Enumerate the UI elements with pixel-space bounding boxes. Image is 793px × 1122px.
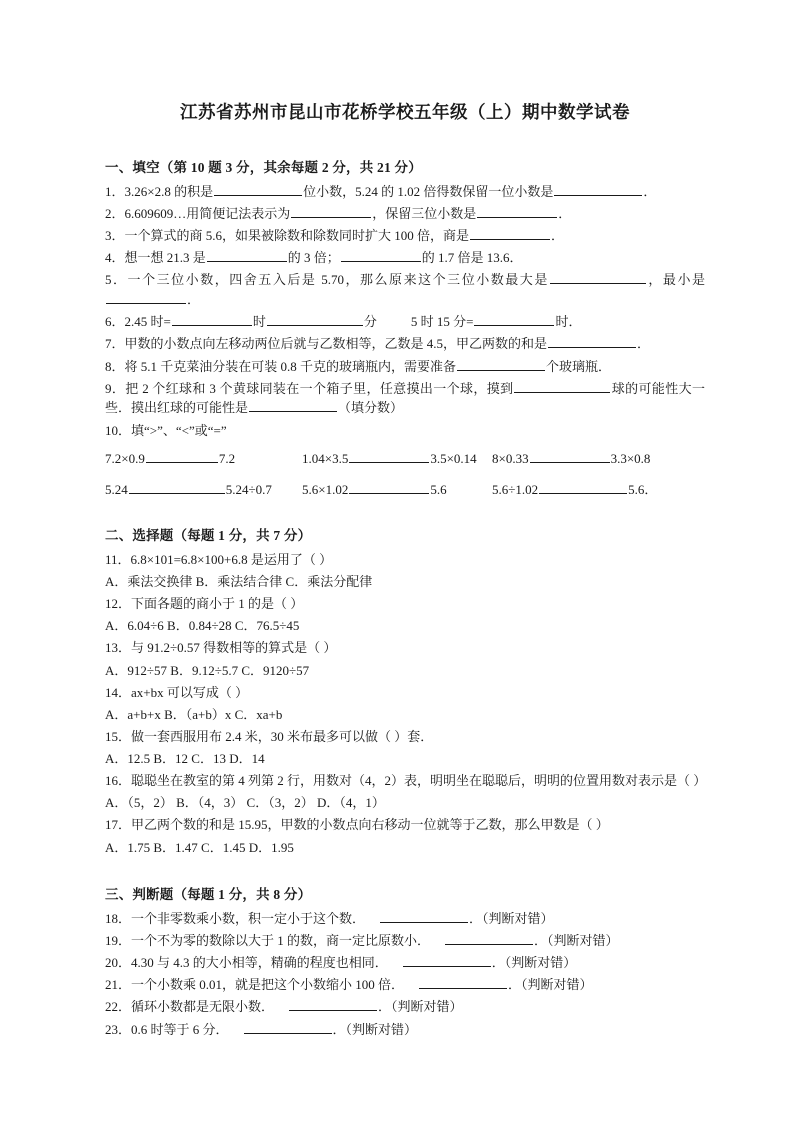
- question-4: [105, 247, 705, 269]
- question-21-suffix: ．（判断对错）: [508, 977, 593, 993]
- question-9-text-b: 球的可能性大一些．摸出红球的可能性是: [105, 380, 705, 416]
- question-6-text-c: 分: [363, 314, 377, 330]
- question-16-stem: 16．聪聪坐在教室的第 4 列第 2 行，用数对（4，2）表，明明坐在聪聪后，明明的位置用数对表示是（ ）: [105, 773, 707, 789]
- question-1-text-b: 位小数，5.24 的 1.02 倍得数保留一位小数是: [303, 183, 554, 199]
- question-22-blank[interactable]: [289, 998, 377, 1011]
- question-20: [105, 952, 705, 974]
- question-4-blank-2[interactable]: [341, 249, 421, 262]
- comparison-r1c2-left: 1.04×3.5: [302, 450, 349, 466]
- question-23-text: 23．0.6 时等于 6 分．: [105, 1021, 229, 1037]
- question-8-blank-1[interactable]: [457, 357, 545, 370]
- question-4-text-c: 的 1.7 倍是 13.6．: [421, 250, 523, 266]
- comparison-r2c2-blank[interactable]: [349, 481, 429, 494]
- question-8-text-b: 个玻璃瓶．: [546, 358, 612, 374]
- comparison-r2c1-blank[interactable]: [129, 481, 225, 494]
- question-1-text-a: 1．3.26×2.8 的积是: [105, 183, 214, 199]
- comparison-cell-r1c3: [492, 449, 705, 469]
- section-heading-fill-in-blank: 一、填空（第 10 题 3 分，其余每题 2 分，共 21 分）: [105, 159, 422, 175]
- question-11-stem: 11．6.8×101=6.8×100+6.8 是运用了（ ）: [105, 551, 333, 567]
- question-5-text-b: ，最小是: [646, 272, 705, 288]
- question-11-options[interactable]: A．乘法交换律 B．乘法结合律 C．乘法分配律: [105, 574, 373, 590]
- comparison-r1c1-blank[interactable]: [146, 449, 218, 462]
- section-heading-true-false: 三、判断题（每题 1 分，共 8 分）: [105, 886, 312, 902]
- question-23-blank[interactable]: [244, 1020, 332, 1033]
- question-20-text: 20．4.30 与 4.3 的大小相等，精确的程度也相同．: [105, 955, 388, 971]
- question-21: [105, 974, 705, 996]
- question-7-blank-1[interactable]: [548, 335, 636, 348]
- question-3-text-b: ．: [551, 228, 565, 244]
- comparison-r1c1-left: 7.2×0.9: [105, 450, 145, 466]
- question-6-blank-3[interactable]: [474, 313, 554, 326]
- question-9-blank-1[interactable]: [514, 379, 610, 392]
- question-20-suffix: ．（判断对错）: [491, 955, 577, 971]
- question-17-options[interactable]: A．1.75 B．1.47 C．1.45 D．1.95: [105, 839, 294, 855]
- comparison-r2c3-right: 5.6．: [628, 482, 658, 497]
- question-22: [105, 996, 705, 1018]
- question-2: [105, 203, 705, 225]
- question-2-text-c: ．: [558, 206, 572, 222]
- question-17-stem: 17．甲乙两个数的和是 15.95，甲数的小数点向右移动一位就等于乙数，那么甲数是（ ）: [105, 817, 609, 833]
- comparison-r1c1-right: 7.2: [218, 450, 236, 466]
- question-6-text-d: 5 时 15 分=: [410, 314, 474, 330]
- question-21-blank[interactable]: [419, 976, 507, 989]
- question-3-text-a: 3．一个算式的商 5.6，如果被除数和除数同时扩大 100 倍，商是: [105, 228, 470, 244]
- question-14-options[interactable]: A．a+b+x B．（a+b）x C．xa+b: [105, 706, 283, 722]
- question-23: [105, 1018, 705, 1040]
- question-5-blank-2[interactable]: [106, 291, 186, 304]
- question-1: [105, 181, 705, 203]
- comparison-r2c1-right: 5.24÷0.7: [225, 482, 272, 497]
- question-19-text: 19．一个不为零的数除以大于 1 的数，商一定比原数小．: [105, 933, 431, 949]
- question-5-text-c: ．: [187, 292, 201, 308]
- question-6-text-b: 时: [252, 314, 266, 330]
- question-8-text-a: 8．将 5.1 千克菜油分装在可装 0.8 千克的玻璃瓶内，需要准备: [105, 358, 457, 374]
- question-22-text: 22．循环小数都是无限小数．: [105, 999, 275, 1015]
- question-3: [105, 225, 705, 247]
- question-19-blank[interactable]: [445, 932, 533, 945]
- question-6-blank-2[interactable]: [267, 313, 363, 326]
- question-4-text-b: 的 3 倍；: [287, 250, 340, 266]
- question-5-blank-1[interactable]: [550, 271, 646, 284]
- question-19: [105, 930, 705, 952]
- question-7: [105, 333, 705, 355]
- question-5-text-a: 5．一个三位小数，四舍五入后是 5.70，那么原来这个三位小数最大是: [105, 272, 549, 288]
- question-20-blank[interactable]: [403, 954, 491, 967]
- comparison-r2c2-left: 5.6×1.02: [302, 482, 349, 497]
- comparison-r1c3-right: 3.3×0.8: [610, 450, 651, 466]
- question-13-options[interactable]: A．912÷57 B．9.12÷5.7 C．9120÷57: [105, 662, 310, 678]
- comparison-cell-r2c3: [492, 480, 705, 500]
- question-18-blank[interactable]: [380, 910, 468, 923]
- comparison-cell-r1c1: [105, 449, 302, 469]
- question-12-options[interactable]: A．6.04÷6 B．0.84÷28 C．76.5÷45: [105, 618, 300, 634]
- comparison-cell-r1c2: [302, 449, 492, 469]
- question-6-blank-1[interactable]: [172, 313, 252, 326]
- question-8: [105, 355, 705, 377]
- question-3-blank-1[interactable]: [470, 227, 550, 240]
- question-15-stem: 15．做一套西服用布 2.4 米，30 米布最多可以做（ ）套．: [105, 728, 434, 744]
- comparison-grid: [105, 449, 705, 500]
- question-9: [105, 378, 705, 420]
- comparison-r2c3-blank[interactable]: [539, 481, 627, 494]
- question-18: [105, 908, 705, 930]
- comparison-r1c3-left: 8×0.33: [492, 450, 529, 466]
- page-title: 江苏省苏州市昆山市花桥学校五年级（上）期中数学试卷: [180, 102, 630, 122]
- question-13-stem: 13．与 91.2÷0.57 得数相等的算式是（ ）: [105, 640, 337, 656]
- comparison-r2c1-left: 5.24: [105, 482, 128, 497]
- question-1-text-c: ．: [643, 183, 657, 199]
- question-2-text-a: 2．6.609609…用简便记法表示为: [105, 206, 291, 222]
- question-10-text: 10．填“>”、“<”或“=”: [105, 422, 227, 438]
- comparison-r1c2-blank[interactable]: [349, 449, 429, 462]
- question-5: [105, 269, 705, 311]
- question-2-blank-2[interactable]: [477, 205, 557, 218]
- question-1-blank-1[interactable]: [214, 183, 302, 196]
- question-2-text-b: ，保留三位小数是: [372, 206, 477, 222]
- comparison-cell-r2c2: [302, 480, 492, 500]
- section-heading-multiple-choice: 二、选择题（每题 1 分，共 7 分）: [105, 527, 312, 543]
- question-6: [105, 311, 705, 333]
- question-9-text-a: 9．把 2 个红球和 3 个黄球同装在一个箱子里，任意摸出一个球，摸到: [105, 380, 514, 396]
- question-18-suffix: ．（判断对错）: [469, 910, 554, 926]
- question-7-text-b: ．: [637, 336, 651, 352]
- question-23-suffix: ．（判断对错）: [332, 1021, 418, 1037]
- question-9-text-c: （填分数）: [338, 400, 404, 416]
- comparison-r1c3-blank[interactable]: [530, 449, 610, 462]
- comparison-r2c2-right: 5.6: [430, 482, 447, 497]
- question-4-text-a: 4．想一想 21.3 是: [105, 250, 206, 266]
- comparison-cell-r2c1: [105, 480, 302, 500]
- question-10: [105, 419, 705, 441]
- question-22-suffix: ．（判断对错）: [378, 999, 463, 1015]
- question-9-blank-2[interactable]: [249, 399, 337, 412]
- comparison-r2c3-left: 5.6÷1.02: [492, 482, 539, 497]
- question-21-text: 21．一个小数乘 0.01，就是把这个小数缩小 100 倍．: [105, 977, 405, 993]
- question-6-text-a: 6．2.45 时=: [105, 314, 171, 330]
- question-18-text: 18．一个非零数乘小数，积一定小于这个数．: [105, 910, 366, 926]
- question-14-stem: 14．ax+bx 可以写成（ ）: [105, 684, 249, 700]
- question-1-blank-2[interactable]: [554, 183, 642, 196]
- question-12-stem: 12．下面各题的商小于 1 的是（ ）: [105, 596, 304, 612]
- question-15-options[interactable]: A．12.5 B．12 C．13 D．14: [105, 751, 265, 767]
- question-19-suffix: ．（判断对错）: [534, 933, 619, 949]
- question-4-blank-1[interactable]: [207, 249, 287, 262]
- comparison-r1c2-right: 3.5×0.14: [430, 450, 477, 466]
- question-7-text-a: 7．甲数的小数点向左移动两位后就与乙数相等，乙数是 4.5，甲乙两数的和是: [105, 336, 548, 352]
- question-2-blank-1[interactable]: [291, 205, 371, 218]
- question-6-text-e: 时．: [555, 314, 582, 330]
- question-16-options[interactable]: A．（5，2） B．（4，3） C．（3，2） D．（4，1）: [105, 795, 385, 811]
